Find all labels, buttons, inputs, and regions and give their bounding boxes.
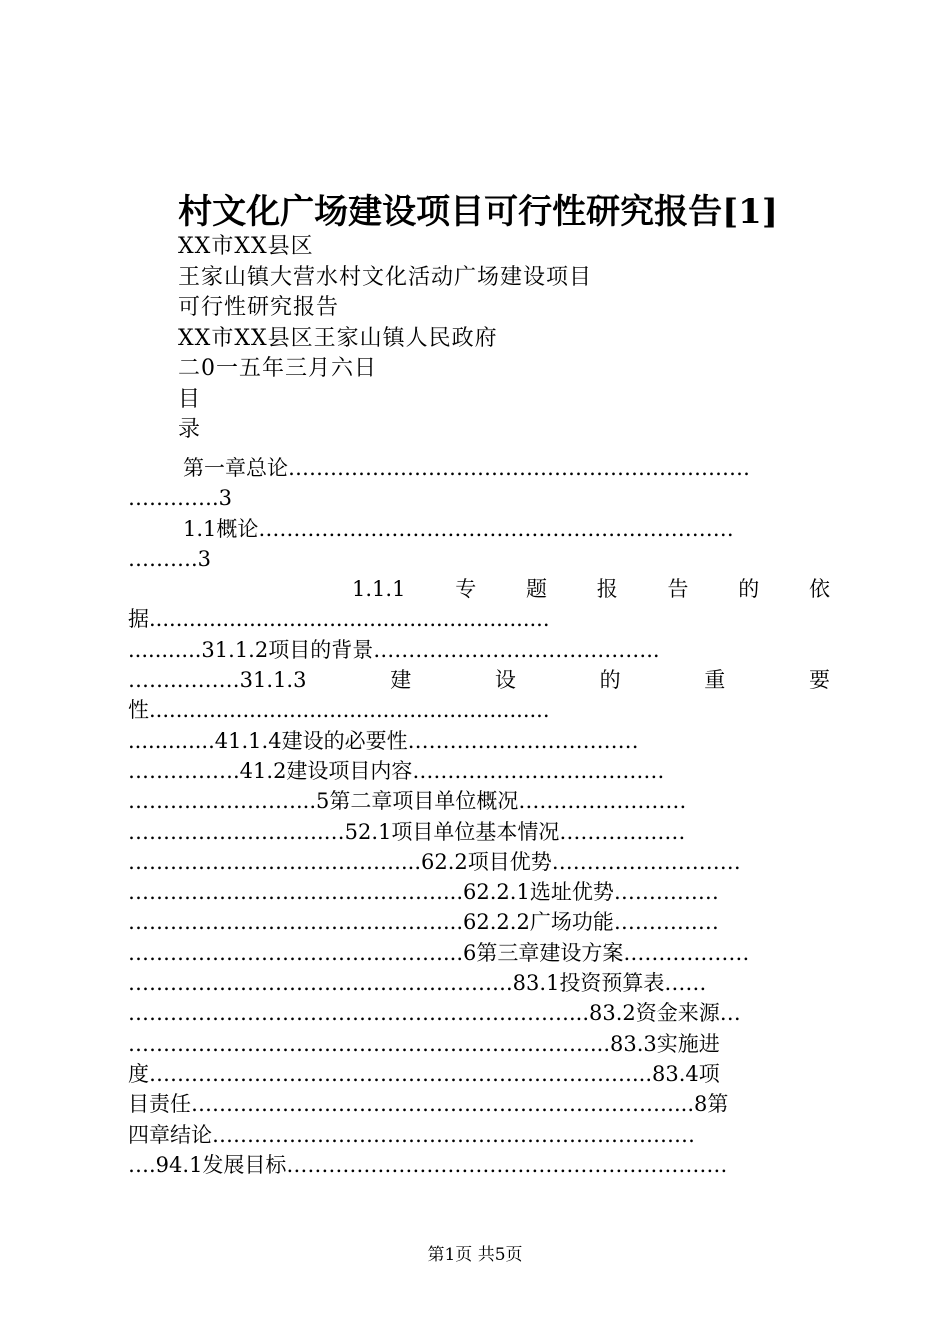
toc-line: ……………………...5第二章项目单位概况……………………	[128, 789, 687, 814]
toc-line: 四章结论……………………………………………………………	[128, 1122, 695, 1147]
toc-spread-char: 设	[494, 668, 516, 693]
toc-line: 目责任……………………………………………………………...8第	[128, 1092, 729, 1117]
toc-line: 性............................................................	[128, 698, 550, 723]
toc-line: ……………………….…52.1项目单位基本情况………………	[128, 819, 686, 844]
toc-line: ………….3	[128, 486, 233, 511]
toc-spread-char: …….………31.1.3	[128, 668, 307, 693]
cover-issuer: XX市XX县区王家山镇人民政府	[178, 325, 498, 351]
cover-block	[178, 232, 592, 446]
toc-heading-part1: 目	[178, 386, 202, 412]
toc-spread-char: 依	[808, 577, 830, 602]
document-title: 村文化广场建设项目可行性研究报告[1]	[178, 192, 778, 232]
toc-line: ….94.1发展目标………………………………………………………	[128, 1152, 728, 1177]
toc-spread-char: 报	[596, 577, 618, 602]
toc-line: ...........31.1.2项目的背景…………………………………..	[128, 637, 660, 662]
toc-line: …………………………………...62.2项目优势………………………	[128, 849, 741, 874]
toc-spread-char: 题	[525, 577, 547, 602]
toc-line: ………………………………………...62.2.2广场功能……………	[128, 910, 719, 935]
table-of-contents	[128, 453, 830, 1180]
page-footer: 第1页 共5页	[427, 1245, 523, 1265]
toc-spread-char: 的	[738, 577, 760, 602]
toc-spread-char: 1.1.1	[352, 577, 406, 602]
toc-line: …………….41.2建设项目内容………………………………	[128, 758, 665, 783]
cover-date: 二0一五年三月六日	[178, 356, 377, 381]
toc-line: 度……………………………………………………………...83.4项	[128, 1061, 720, 1086]
toc-line: 1.1概论………………………………………….….……………	[183, 516, 734, 541]
toc-line: 据............................................................	[128, 607, 550, 632]
toc-line: ……….3	[128, 546, 212, 571]
cover-report-type: 可行性研究报告	[178, 295, 340, 320]
toc-spread-char: 的	[599, 668, 621, 693]
toc-line: .............41.1.4建设的必要性……………………………	[128, 728, 639, 753]
toc-line: …………………………………………………………...83.3实施进	[128, 1031, 720, 1056]
toc-line: ………………………………………...62.2.1选址优势……………	[128, 880, 719, 905]
cover-city-county: XX市XX县区	[178, 234, 314, 259]
toc-line: ……………………………………………….83.1投资预算表……	[128, 971, 707, 996]
toc-spread-char: 告	[667, 577, 689, 602]
toc-line: ………………………………………...6第三章建设方案………………	[128, 940, 750, 965]
toc-line: 第一章总论…………………………………………………………	[183, 456, 750, 480]
toc-line-spread	[128, 574, 830, 604]
toc-spread-char: 专	[455, 577, 477, 602]
toc-heading-part2: 录	[178, 417, 202, 442]
toc-line-spread	[128, 665, 830, 695]
toc-spread-char: 建	[390, 668, 412, 693]
toc-spread-char: 要	[809, 668, 830, 693]
cover-project-name: 王家山镇大营水村文化活动广场建设项目	[178, 264, 593, 290]
toc-line: ………………………………………………………...83.2资金来源…	[128, 1001, 741, 1026]
toc-spread-char: 重	[704, 668, 726, 693]
